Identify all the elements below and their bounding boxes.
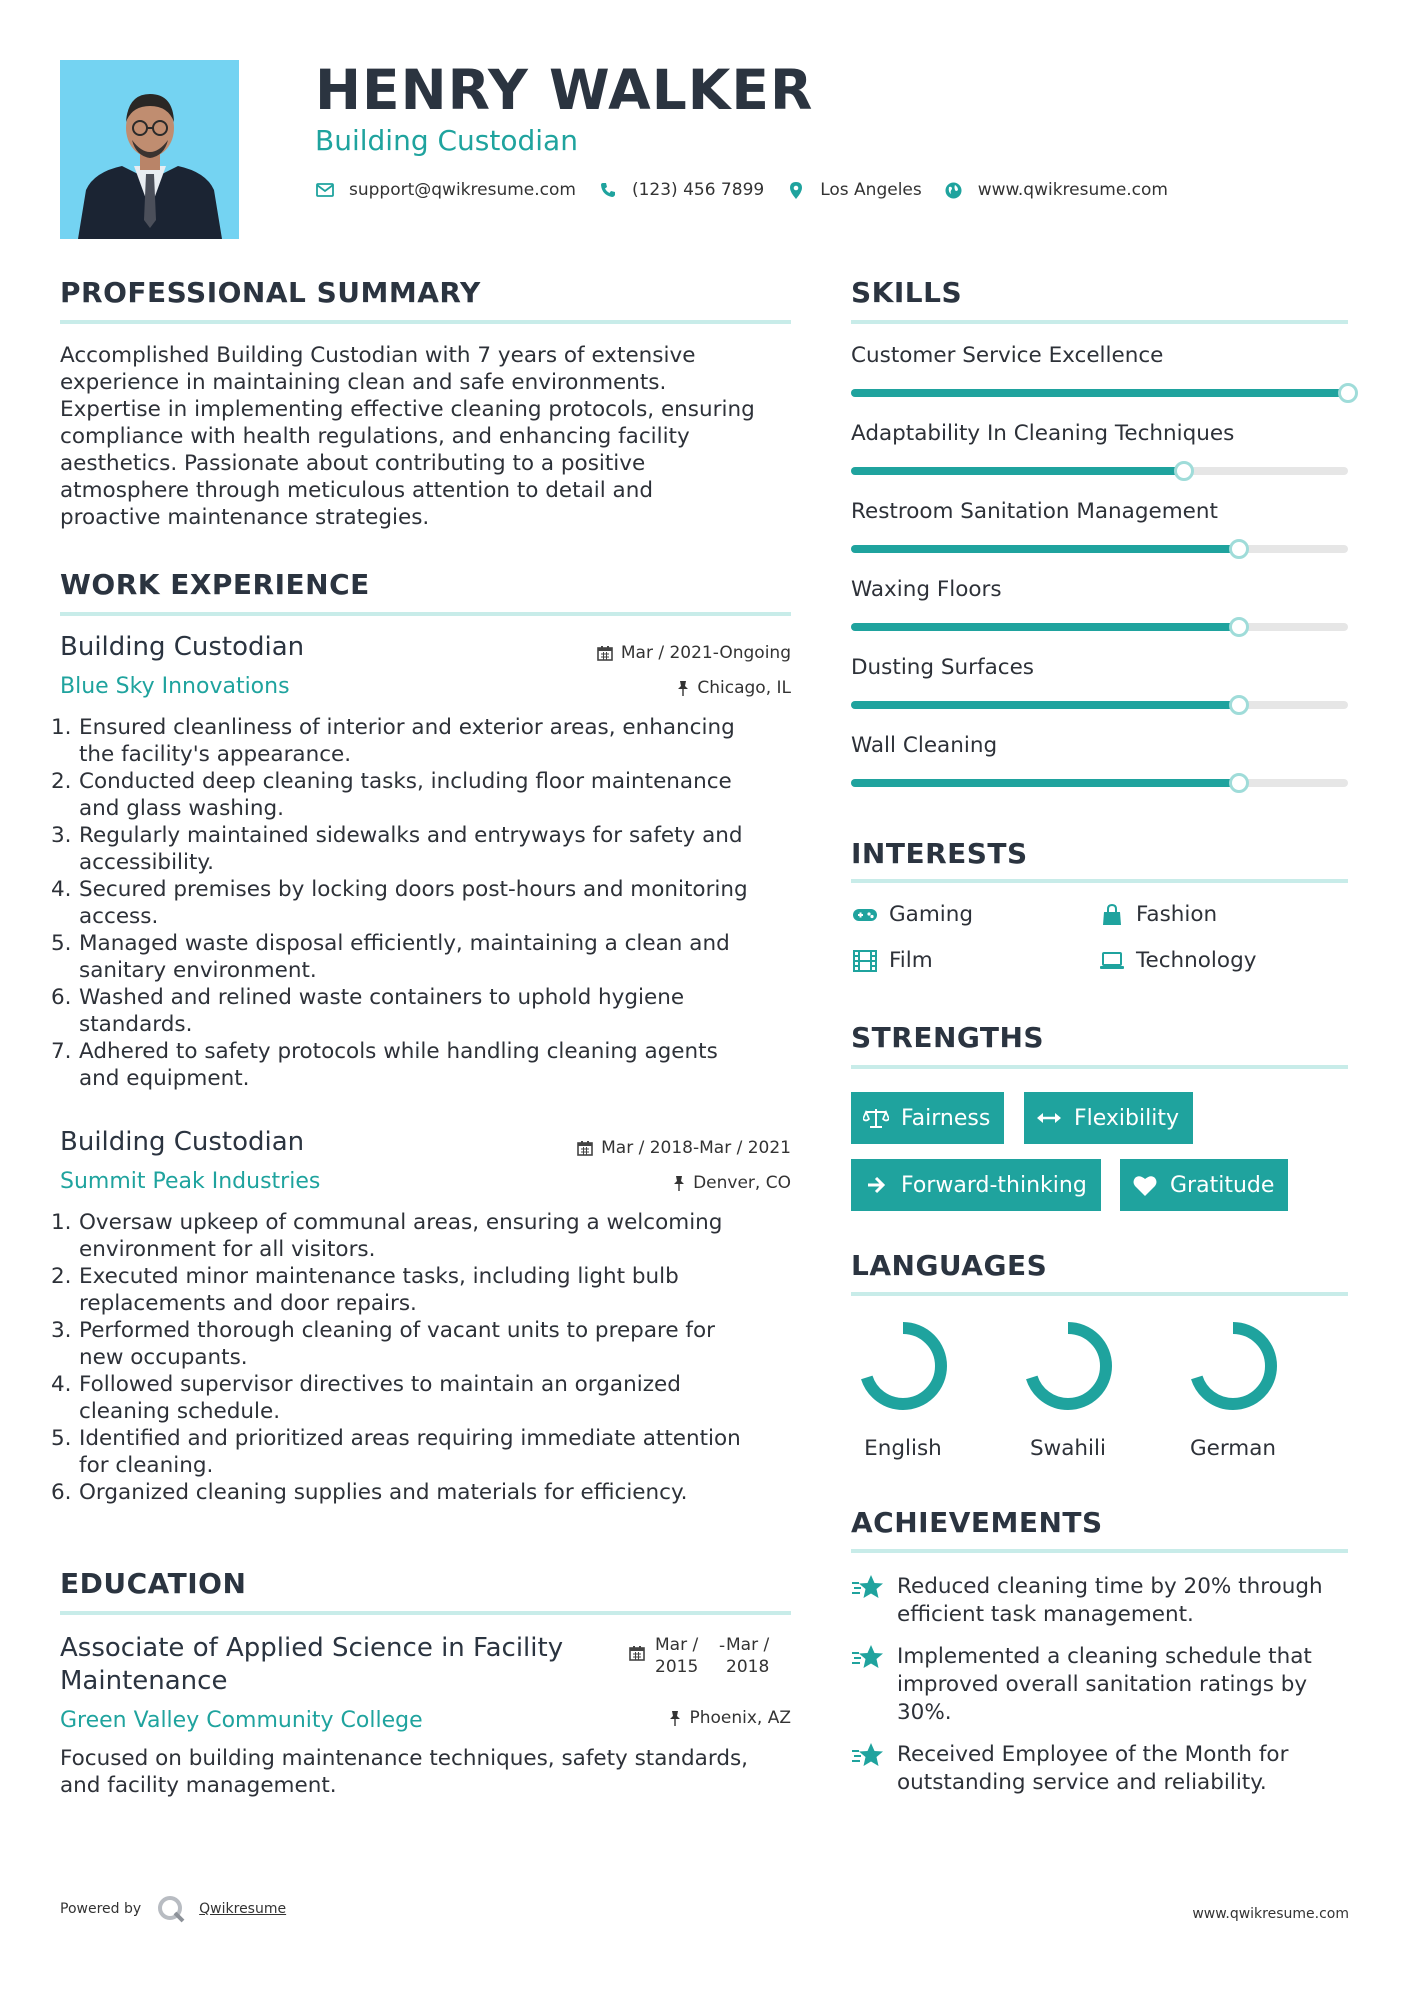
list-line: Conducted deep cleaning tasks, including floor maintenance: [79, 769, 732, 794]
contact-phone[interactable]: [598, 180, 764, 200]
skill-bar-handle: [1229, 539, 1249, 559]
list-item: [51, 1317, 795, 1371]
achievement-item: [851, 1741, 1351, 1797]
achievement-item: [851, 1643, 1351, 1727]
list-item: [51, 1479, 795, 1506]
powered-by-text: Powered by: [60, 1901, 142, 1917]
list-number: 4.: [51, 877, 72, 902]
candidate-title: Building Custodian: [315, 124, 578, 157]
list-line: environment for all visitors.: [79, 1237, 376, 1262]
contact-location: [786, 180, 922, 200]
education-description: [60, 1745, 795, 1799]
summary-line: compliance with health regulations, and enhancing facility: [60, 424, 690, 449]
school-name: Green Valley Community College: [60, 1708, 423, 1733]
list-number: 3.: [51, 1318, 72, 1343]
list-number: 2.: [51, 769, 72, 794]
list-line: for cleaning.: [79, 1453, 214, 1478]
job-duties-list: [51, 1209, 795, 1506]
list-line: sanitary environment.: [79, 958, 317, 983]
list-line: Washed and relined waste containers to uphold hygiene: [79, 985, 685, 1010]
arrows-horizontal-icon: [1036, 1105, 1062, 1131]
contact-email[interactable]: [315, 180, 576, 200]
skill-bar: [851, 467, 1348, 475]
language-proficiency-ring: [855, 1318, 951, 1414]
calendar-icon: [629, 1645, 645, 1665]
education-line: Focused on building maintenance techniques, safety standards,: [60, 1746, 748, 1771]
skill-bar-fill: [851, 389, 1348, 397]
section-divider: [851, 879, 1348, 883]
list-line: replacements and door repairs.: [79, 1291, 417, 1316]
qwikresume-logo-icon: [157, 1895, 185, 1923]
job-duties-list: [51, 714, 795, 1092]
date-year: 2015: [655, 1657, 699, 1677]
list-line: the facility's appearance.: [79, 742, 352, 767]
list-number: 1.: [51, 1210, 72, 1235]
summary-line: proactive maintenance strategies.: [60, 505, 430, 530]
language-item: [1168, 1318, 1298, 1461]
skill-bar-fill: [851, 467, 1184, 475]
strength-tag-flexibility: [1024, 1092, 1193, 1144]
footer-website[interactable]: www.qwikresume.com: [1192, 1906, 1349, 1922]
list-item: [51, 984, 795, 1038]
list-line: and equipment.: [79, 1066, 250, 1091]
list-line: Followed supervisor directives to maintain an organized: [79, 1372, 681, 1397]
list-number: 2.: [51, 1264, 72, 1289]
achievement-line: outstanding service and reliability.: [897, 1770, 1267, 1795]
achievement-line: 30%.: [897, 1700, 952, 1725]
strength-label: Gratitude: [1170, 1172, 1275, 1198]
achievement-line: improved overall sanitation ratings by: [897, 1672, 1308, 1697]
candidate-name: HENRY WALKER: [315, 58, 814, 122]
skill-bar-handle: [1174, 461, 1194, 481]
list-item: [51, 822, 795, 876]
education-start-date: [655, 1634, 698, 1678]
skill-label: Restroom Sanitation Management: [851, 499, 1218, 524]
job-company: Blue Sky Innovations: [60, 674, 290, 699]
list-item: [51, 768, 795, 822]
list-number: 5.: [51, 931, 72, 956]
list-item: [51, 714, 795, 768]
language-item: [1003, 1318, 1133, 1461]
degree-title: [60, 1632, 620, 1698]
skill-label: Wall Cleaning: [851, 733, 998, 758]
degree-line: Associate of Applied Science in Facility: [60, 1633, 564, 1663]
list-item: [51, 1263, 795, 1317]
contact-website[interactable]: [944, 180, 1168, 200]
section-divider: [851, 1065, 1348, 1069]
skill-bar-fill: [851, 701, 1239, 709]
job-dates: [597, 643, 791, 663]
section-divider: [851, 320, 1348, 324]
contact-location-text: Los Angeles: [820, 180, 922, 200]
achievement-line: Received Employee of the Month for: [897, 1742, 1289, 1767]
skill-bar: [851, 545, 1348, 553]
list-line: Organized cleaning supplies and materials for efficiency.: [79, 1480, 688, 1505]
summary-text: [60, 342, 795, 531]
list-line: Ensured cleanliness of interior and exterior areas, enhancing: [79, 715, 735, 740]
list-line: standards.: [79, 1012, 193, 1037]
list-number: 1.: [51, 715, 72, 740]
strength-tag-fairness: [851, 1092, 1004, 1144]
education-line: and facility management.: [60, 1773, 337, 1798]
star-icon: [851, 1643, 885, 1673]
education-end-date: [726, 1634, 769, 1678]
job-company: Summit Peak Industries: [60, 1169, 321, 1194]
heart-icon: [1132, 1172, 1158, 1198]
list-line: Oversaw upkeep of communal areas, ensuring a welcoming: [79, 1210, 723, 1235]
list-line: Regularly maintained sidewalks and entryways for safety and: [79, 823, 743, 848]
summary-line: experience in maintaining clean and safe environments.: [60, 370, 667, 395]
list-line: Secured premises by locking doors post-hours and monitoring: [79, 877, 748, 902]
section-heading-interests: INTERESTS: [851, 837, 1028, 870]
interest-label: Fashion: [1136, 902, 1218, 927]
contact-website-text: www.qwikresume.com: [977, 180, 1168, 200]
list-line: Adhered to safety protocols while handling cleaning agents: [79, 1039, 718, 1064]
interest-item-gaming: [851, 902, 973, 927]
skill-bar-handle: [1338, 383, 1358, 403]
summary-line: Accomplished Building Custodian with 7 years of extensive: [60, 343, 696, 368]
achievement-line: efficient task management.: [897, 1602, 1194, 1627]
skill-label: Customer Service Excellence: [851, 343, 1164, 368]
skill-bar: [851, 701, 1348, 709]
list-item: [51, 1209, 795, 1263]
list-line: Executed minor maintenance tasks, including light bulb: [79, 1264, 679, 1289]
achievement-line: Reduced cleaning time by 20% through: [897, 1574, 1323, 1599]
pushpin-icon: [673, 1175, 685, 1191]
list-line: and glass washing.: [79, 796, 284, 821]
calendar-icon: [597, 645, 613, 661]
list-item: [51, 1425, 795, 1479]
skill-bar-fill: [851, 623, 1239, 631]
school-location-text: Phoenix, AZ: [689, 1708, 791, 1728]
job-location-text: Denver, CO: [693, 1173, 791, 1193]
contact-bar: [315, 180, 1190, 200]
summary-line: Expertise in implementing effective cleaning protocols, ensuring: [60, 397, 755, 422]
achievement-line: Implemented a cleaning schedule that: [897, 1644, 1312, 1669]
interest-item-film: [851, 948, 933, 973]
section-heading-skills: SKILLS: [851, 276, 963, 309]
job-dates: [577, 1138, 791, 1158]
skill-bar: [851, 623, 1348, 631]
strength-label: Flexibility: [1074, 1105, 1179, 1131]
shopping-bag-icon: [1098, 903, 1126, 927]
language-proficiency-ring: [1020, 1318, 1116, 1414]
phone-icon: [598, 180, 618, 200]
pushpin-icon: [669, 1710, 681, 1726]
strength-label: Fairness: [901, 1105, 991, 1131]
list-item: [51, 1371, 795, 1425]
section-divider: [60, 612, 791, 616]
star-icon: [851, 1573, 885, 1603]
profile-photo: [60, 60, 239, 239]
list-item: [51, 1038, 795, 1092]
list-line: access.: [79, 904, 159, 929]
language-label: German: [1189, 1436, 1277, 1461]
list-line: cleaning schedule.: [79, 1399, 281, 1424]
date-month: Mar /: [655, 1635, 699, 1655]
job-location: [673, 1173, 791, 1193]
qwikresume-link[interactable]: Qwikresume: [199, 1901, 287, 1917]
strength-tag-forward-thinking: [851, 1159, 1101, 1211]
skill-label: Waxing Floors: [851, 577, 1002, 602]
map-marker-icon: [786, 180, 806, 200]
list-line: Identified and prioritized areas requiring immediate attention: [79, 1426, 741, 1451]
star-icon: [851, 1741, 885, 1771]
interest-label: Gaming: [889, 902, 974, 927]
calendar-icon: [577, 1140, 593, 1156]
section-divider: [851, 1292, 1348, 1296]
section-heading-languages: LANGUAGES: [851, 1249, 1048, 1282]
date-separator: -: [719, 1636, 726, 1656]
arrow-right-icon: [863, 1172, 889, 1198]
section-divider: [60, 320, 791, 324]
degree-line: Maintenance: [60, 1666, 228, 1696]
job-title: Building Custodian: [60, 1127, 305, 1157]
envelope-icon: [315, 180, 335, 200]
gamepad-icon: [851, 903, 879, 927]
job-title: Building Custodian: [60, 632, 305, 662]
language-item: [838, 1318, 968, 1461]
skill-bar: [851, 779, 1348, 787]
list-line: new occupants.: [79, 1345, 248, 1370]
list-number: 7.: [51, 1039, 72, 1064]
achievement-item: [851, 1573, 1351, 1629]
strength-tag-gratitude: [1120, 1159, 1288, 1211]
job-location: [677, 678, 791, 698]
skill-bar-fill: [851, 779, 1239, 787]
skill-bar-handle: [1229, 695, 1249, 715]
language-proficiency-ring: [1185, 1318, 1281, 1414]
list-number: 3.: [51, 823, 72, 848]
skill-bar-handle: [1229, 773, 1249, 793]
interest-item-fashion: [1098, 902, 1217, 927]
date-month: Mar /: [726, 1635, 770, 1655]
list-number: 5.: [51, 1426, 72, 1451]
job-dates-text: Mar / 2018-Mar / 2021: [601, 1138, 791, 1158]
skill-bar: [851, 389, 1348, 397]
balance-scale-icon: [863, 1105, 889, 1131]
date-year: 2018: [726, 1657, 770, 1677]
list-item: [51, 930, 795, 984]
summary-line: aesthetics. Passionate about contributing to a positive: [60, 451, 646, 476]
section-divider: [851, 1549, 1348, 1553]
summary-line: atmosphere through meticulous attention to detail and: [60, 478, 653, 503]
contact-phone-text: (123) 456 7899: [631, 180, 765, 200]
section-heading-education: EDUCATION: [60, 1567, 247, 1600]
skill-bar-fill: [851, 545, 1239, 553]
skill-label: Dusting Surfaces: [851, 655, 1035, 680]
list-number: 6.: [51, 1480, 72, 1505]
section-heading-summary: PROFESSIONAL SUMMARY: [60, 276, 481, 309]
language-label: Swahili: [1030, 1436, 1106, 1461]
section-heading-strengths: STRENGTHS: [851, 1021, 1045, 1054]
interest-label: Technology: [1136, 948, 1257, 973]
interest-item-technology: [1098, 948, 1256, 973]
skill-bar-handle: [1229, 617, 1249, 637]
list-line: Performed thorough cleaning of vacant units to prepare for: [79, 1318, 715, 1343]
section-heading-achievements: ACHIEVEMENTS: [851, 1506, 1103, 1539]
interest-label: Film: [889, 948, 933, 973]
language-label: English: [864, 1436, 942, 1461]
laptop-icon: [1098, 949, 1126, 973]
job-dates-text: Mar / 2021-Ongoing: [620, 643, 791, 663]
list-number: 4.: [51, 1372, 72, 1397]
list-item: [51, 876, 795, 930]
globe-icon: [944, 180, 964, 200]
footer-branding: [60, 1895, 286, 1923]
film-icon: [851, 949, 879, 973]
section-divider: [60, 1611, 791, 1615]
list-line: Managed waste disposal efficiently, maintaining a clean and: [79, 931, 730, 956]
strength-label: Forward-thinking: [901, 1172, 1087, 1198]
skill-label: Adaptability In Cleaning Techniques: [851, 421, 1235, 446]
list-line: accessibility.: [79, 850, 214, 875]
school-location: [669, 1708, 791, 1728]
section-heading-experience: WORK EXPERIENCE: [60, 568, 370, 601]
job-location-text: Chicago, IL: [697, 678, 791, 698]
pushpin-icon: [677, 680, 689, 696]
list-number: 6.: [51, 985, 72, 1010]
contact-email-text: support@qwikresume.com: [349, 180, 576, 200]
